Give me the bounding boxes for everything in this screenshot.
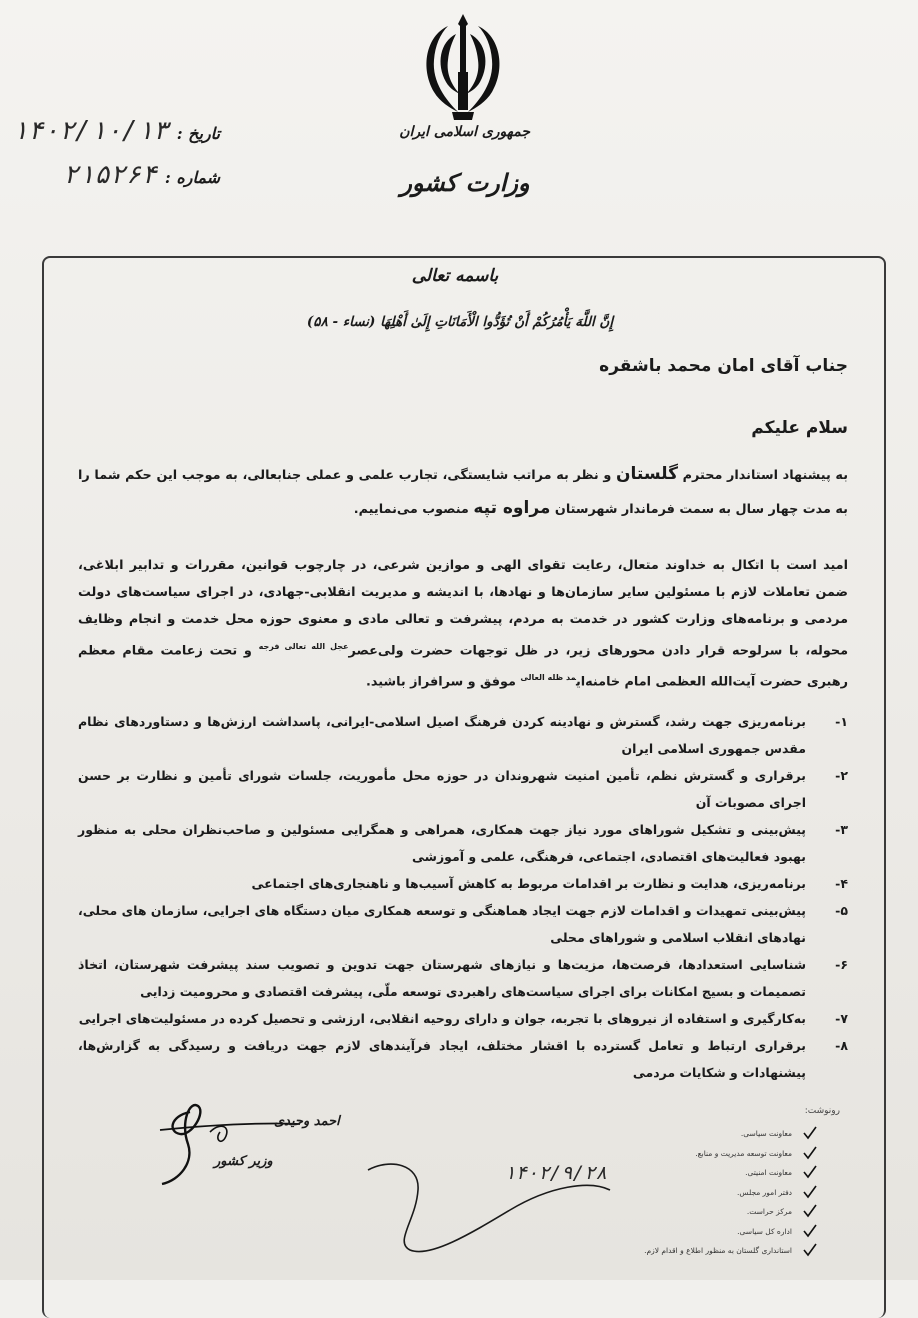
cc-item bbox=[598, 1183, 818, 1203]
cc-item-label: مرکز حراست. bbox=[746, 1207, 792, 1216]
cc-list bbox=[598, 1124, 818, 1261]
county-name: مراوه تپه bbox=[473, 498, 551, 518]
cc-item bbox=[598, 1163, 818, 1183]
item-text: برقراری و گسترش نظم، تأمین امنیت شهروندان در حوزه محل مأموریت، جلسات شورای تأمین و نظارت بر حسن اجرای مصوبات آن bbox=[78, 768, 806, 810]
intro-part3: منصوب می‌نماییم. bbox=[353, 502, 469, 517]
check-icon bbox=[802, 1185, 818, 1199]
honorific-2: مد ظله العالی bbox=[520, 673, 576, 683]
list-item bbox=[78, 870, 848, 897]
list-item bbox=[78, 897, 848, 951]
emblem-logo bbox=[418, 12, 508, 122]
cc-item bbox=[598, 1241, 818, 1261]
body-part1: امید است با اتکال به خداوند متعال، رعایت تقوای الهی و موازین شرعی، در چارچوب قوانین، مقررات و تدابیر ابلاغی، ضمن تعاملات لازم با مسئولین سایر سازمان‌ها و نهادها، با اندیشه و مدیریت انقلابی-جهادی، در اجرای سیاست‌های دولت مردمی و برنامه‌های وزارت کشور در خدمت به مردم، پیشرفت و تعالی مادی و معنوی حوزه محل خدمت و انجام وظایف محوله، با سرلوحه قرار دادن محورهای زیر، در ظل توجهات حضرت ولی‌عصر bbox=[78, 558, 848, 659]
item-number: ۳- bbox=[835, 822, 848, 837]
cc-item bbox=[598, 1222, 818, 1242]
item-text: برنامه‌ریزی، هدایت و نظارت بر اقدامات مربوط به کاهش آسیب‌ها و ناهنجاری‌های اجتماعی bbox=[251, 876, 806, 891]
check-icon bbox=[802, 1126, 818, 1140]
item-number: ۷- bbox=[835, 1011, 848, 1026]
check-icon bbox=[802, 1224, 818, 1238]
item-number: ۵- bbox=[835, 903, 848, 918]
number-label: شماره : bbox=[164, 168, 220, 187]
cc-item bbox=[598, 1202, 818, 1222]
item-text: شناسایی استعدادها، فرصت‌ها، مزیت‌ها و نیازهای شهرستان جهت تدوین و تصویب سند پیشرفت شهرستان، اتخاذ تصمیمات و بسیج امکانات برای اجرای سیاست‌های راهبردی توسعه ملّی، پیشرفت اقتصادی و محرومیت زدایی bbox=[78, 957, 806, 999]
list-item bbox=[78, 1005, 848, 1032]
item-text: به‌کارگیری و استفاده از نیروهای با تجربه، جوان و دارای روحیه انقلابی، ارزشی و تحصیل کرده در مسئولیت‌های اجرایی bbox=[78, 1011, 806, 1026]
date-label: تاریخ : bbox=[176, 124, 220, 143]
number-value: ۲۱۵۲۶۴ bbox=[62, 160, 157, 190]
signer-name: احمد وحیدی bbox=[274, 1114, 340, 1129]
honorific-1: عجل الله تعالی فرجه bbox=[258, 642, 349, 651]
check-icon bbox=[802, 1204, 818, 1218]
item-text: پیش‌بینی و تشکیل شوراهای مورد نیاز جهت همکاری، همراهی و همگرایی مسئولین و صاحب‌نظران محلی به منظور بهبود فعالیت‌های اقتصادی، اجتماعی، فرهنگی، علمی و آموزشی bbox=[78, 822, 806, 864]
list-item bbox=[78, 1032, 848, 1086]
body-part2: و تحت زعامت مقام معظم رهبری حضرت آیت‌الله العظمی امام خامنه‌ای bbox=[78, 643, 848, 690]
list-item bbox=[78, 762, 848, 816]
list-item bbox=[78, 708, 848, 762]
cc-item-label: استانداری گلستان به منظور اطلاع و اقدام لازم. bbox=[644, 1246, 792, 1255]
signer-title: وزیر کشور bbox=[214, 1154, 273, 1169]
date-value: ۱۴۰۲/۱۰/۱۳ bbox=[12, 116, 169, 146]
cc-title: رونوشت: bbox=[804, 1106, 840, 1116]
republic-name: جمهوری اسلامی ایران bbox=[399, 124, 530, 140]
body-part3: موفق و سرافراز باشید. bbox=[366, 674, 516, 690]
quran-verse: إِنَّ اللَّهَ يَأْمُرُكُمْ أَنْ تُؤَدُّوا الْأَمَانَاتِ إِلَىٰ أَهْلِهَا (نساء - ۵۸) bbox=[306, 314, 614, 330]
check-icon bbox=[802, 1146, 818, 1160]
cc-item-label: معاونت توسعه مدیریت و منابع. bbox=[695, 1148, 792, 1158]
cc-item bbox=[598, 1144, 818, 1164]
list-item bbox=[78, 816, 848, 870]
check-icon bbox=[802, 1243, 818, 1257]
cc-item-label: معاونت سیاسی. bbox=[740, 1129, 792, 1138]
basmala: باسمه تعالی bbox=[411, 266, 499, 286]
cc-item bbox=[598, 1124, 818, 1144]
number-row bbox=[40, 160, 220, 194]
check-icon bbox=[802, 1165, 818, 1179]
directives-list bbox=[78, 708, 848, 1086]
province-name: گلستان bbox=[616, 464, 678, 484]
item-number: ۶- bbox=[835, 957, 848, 972]
intro-part2: و نظر به مراتب شایستگی، تجارب علمی و عملی جنابعالی، به موجب این حکم شما را به مدت چهار سال به سمت فرماندار شهرستان bbox=[78, 468, 848, 517]
item-number: ۴- bbox=[835, 876, 848, 891]
handwritten-date: ۱۴۰۲/۹/۲۸ bbox=[504, 1162, 607, 1184]
cc-item-label: اداره کل سیاسی. bbox=[737, 1226, 792, 1236]
addressee: جناب آقای امان محمد باشقره bbox=[599, 356, 848, 376]
intro-part1: به پیشنهاد استاندار محترم bbox=[682, 468, 849, 483]
list-item bbox=[78, 951, 848, 1005]
item-number: ۲- bbox=[835, 768, 848, 783]
item-number: ۱- bbox=[835, 714, 848, 729]
item-text: پیش‌بینی تمهیدات و اقدامات لازم جهت ایجاد هماهنگی و توسعه همکاری میان دستگاه های اجرایی، سازمان های محلی، نهادهای انقلاب اسلامی و شوراهای محلی bbox=[78, 903, 806, 945]
item-number: ۸- bbox=[835, 1038, 848, 1053]
item-text: برقراری ارتباط و تعامل گسترده با اقشار مختلف، ایجاد فرآیندهای لازم جهت دریافت و رسیدگی به گزارش‌ها، پیشنهادات و شکایات مردمی bbox=[78, 1038, 806, 1080]
item-text: برنامه‌ریزی جهت رشد، گسترش و نهادینه کردن فرهنگ اصیل اسلامی-ایرانی، پاسداشت ارزش‌ها و دستاوردهای نظام مقدس جمهوری اسلامی ایران bbox=[78, 714, 806, 756]
signature-mark bbox=[150, 1092, 310, 1192]
guidance-paragraph bbox=[78, 552, 848, 696]
cc-item-label: معاونت امنیتی. bbox=[745, 1168, 792, 1177]
date-row bbox=[12, 116, 220, 150]
cc-item-label: دفتر امور مجلس. bbox=[737, 1187, 792, 1197]
ministry-name: وزارت کشور bbox=[400, 168, 530, 197]
appointment-paragraph bbox=[78, 458, 848, 526]
salutation: سلام علیکم bbox=[751, 418, 848, 438]
